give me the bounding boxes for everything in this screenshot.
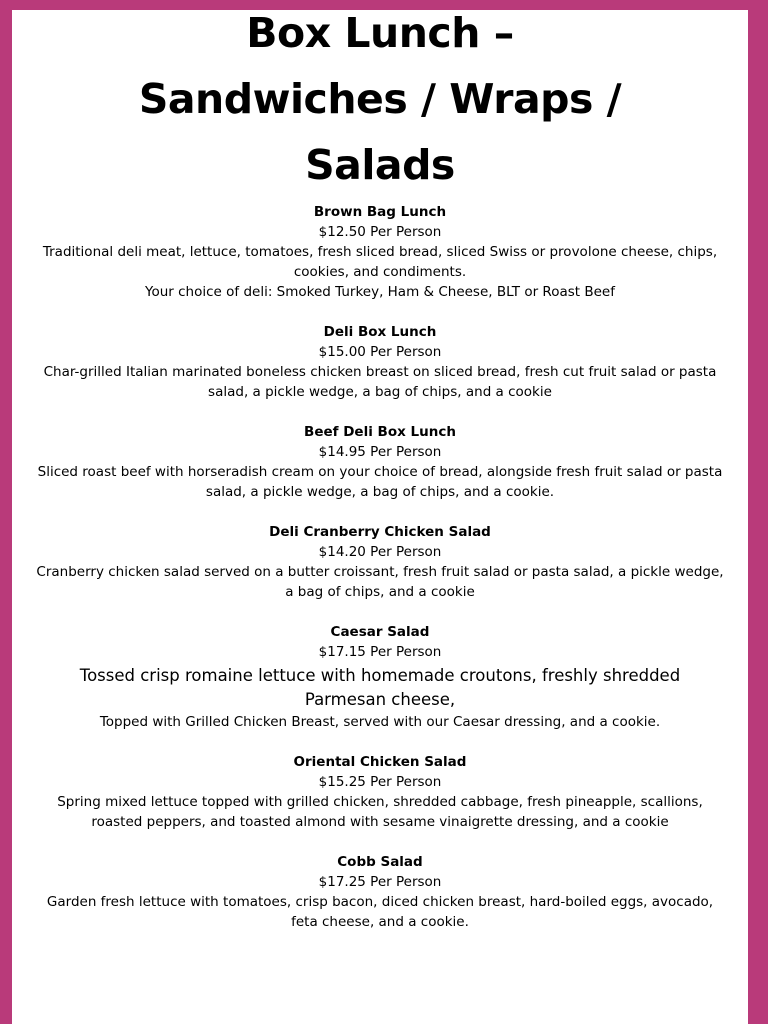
item-price: $17.25 Per Person [318,874,442,890]
menu-item-brown-bag-lunch [12,202,748,302]
menu-item-oriental-chicken-salad [12,752,748,832]
item-description: Cranberry chicken salad served on a butter croissant, fresh fruit salad or pasta salad, a pickle wedge, a bag of chips, and a cookie [36,564,724,600]
item-name: Deli Box Lunch [323,324,437,340]
item-price: $15.25 Per Person [318,774,442,790]
item-description: Topped with Grilled Chicken Breast, served with our Caesar dressing, and a cookie. [99,714,661,730]
item-price: $12.50 Per Person [318,224,442,240]
item-price: $15.00 Per Person [318,344,442,360]
menu-item-cobb-salad [12,852,748,932]
item-price: $14.20 Per Person [318,544,442,560]
item-description-deli-choice: Your choice of deli: Smoked Turkey, Ham & Cheese, BLT or Roast Beef [145,284,615,300]
menu-item-deli-cranberry-chicken-salad [12,522,748,602]
item-price: $14.95 Per Person [318,444,442,460]
item-description-large: Tossed crisp romaine lettuce with homemade croutons, freshly shredded Parmesan cheese, [79,666,681,709]
item-description: Garden fresh lettuce with tomatoes, crisp bacon, diced chicken breast, hard-boiled eggs, avocado, feta cheese, and a cookie. [46,894,714,930]
item-name: Caesar Salad [330,624,430,640]
item-description: Sliced roast beef with horseradish cream on your choice of bread, alongside fresh fruit salad or pasta salad, a pickle wedge, a bag of chips, and a cookie. [37,464,723,500]
item-name: Oriental Chicken Salad [293,754,467,770]
menu-page [12,10,748,1024]
item-name: Cobb Salad [337,854,423,870]
menu-item-caesar-salad [12,622,748,732]
item-name: Deli Cranberry Chicken Salad [269,524,491,540]
menu-list [12,202,748,932]
item-description: Spring mixed lettuce topped with grilled chicken, shredded cabbage, fresh pineapple, scallions, roasted peppers, and toasted almond with sesame vinaigrette dressing, and a cookie [57,794,703,830]
menu-item-deli-box-lunch [12,322,748,402]
title-line-3: Salads [305,141,455,189]
item-description: Traditional deli meat, lettuce, tomatoes, fresh sliced bread, sliced Swiss or provolone cheese, chips, cookies, and condiments. [42,244,718,280]
item-name: Brown Bag Lunch [313,204,447,220]
page-title [12,0,748,198]
item-price: $17.15 Per Person [318,644,442,660]
title-line-1: Box Lunch – [246,9,514,57]
title-line-2: Sandwiches / Wraps / [138,75,622,123]
item-description: Char-grilled Italian marinated boneless chicken breast on sliced bread, fresh cut fruit salad or pasta salad, a pickle wedge, a bag of chips, and a cookie [43,364,717,400]
item-name: Beef Deli Box Lunch [304,424,456,440]
menu-item-beef-deli-box-lunch [12,422,748,502]
